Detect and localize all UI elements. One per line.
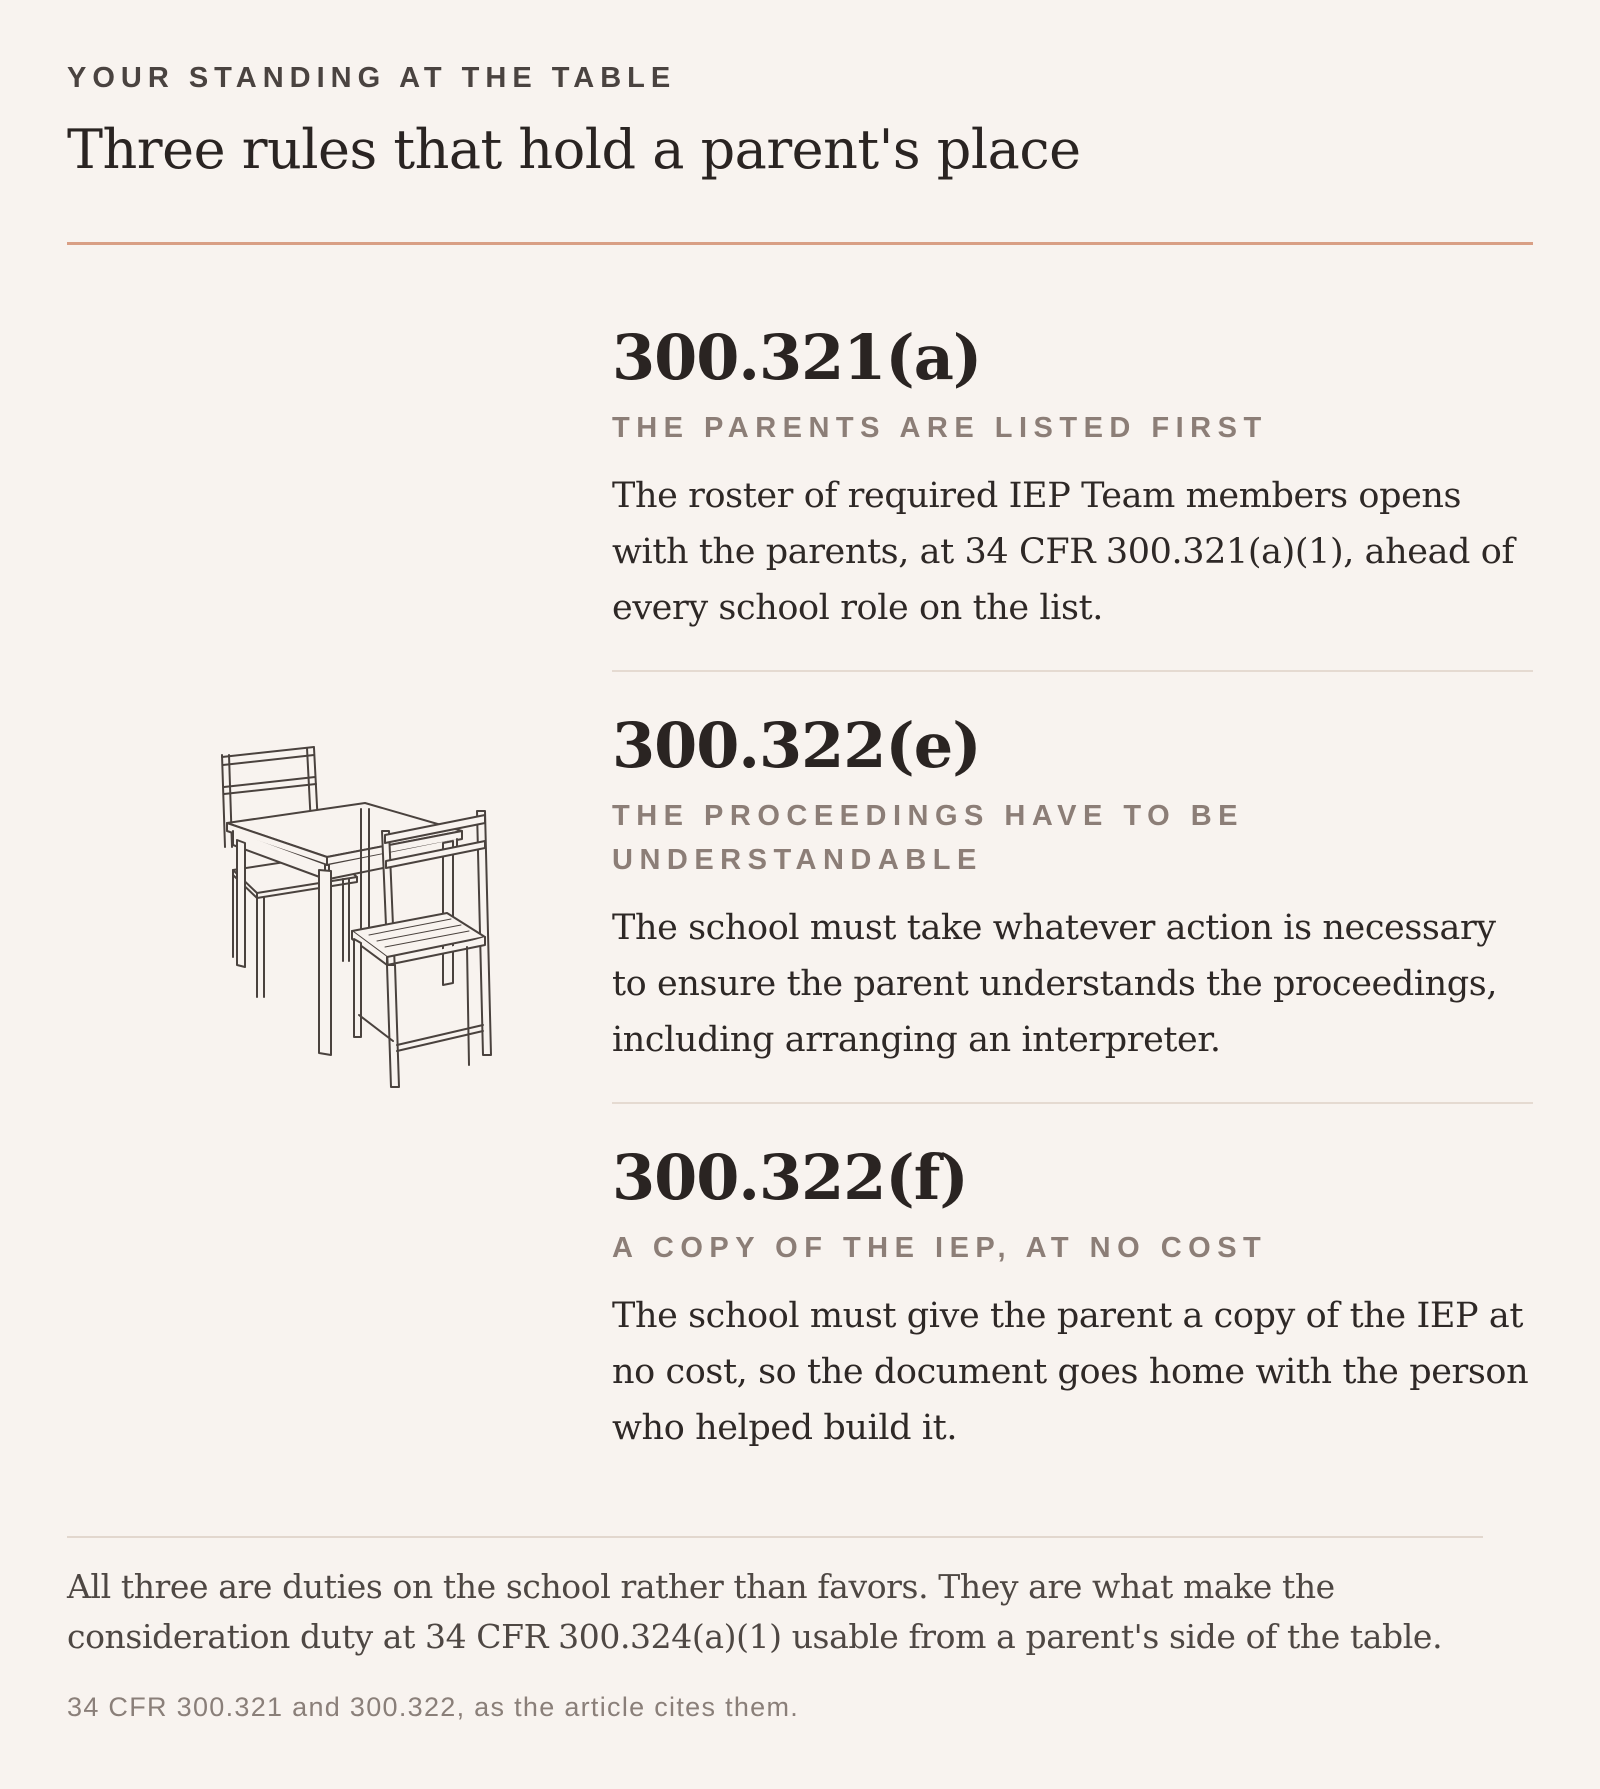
rules-list <box>612 320 1533 1490</box>
rule-code: 300.322(f) <box>612 1141 968 1214</box>
rule-body: The school must take whatever action is necessary to ensure the parent understands the proceedings, including arranging an interpreter. <box>612 908 1498 1060</box>
page-title: Three rules that hold a parent's place <box>67 118 1081 181</box>
table-and-chairs-icon <box>147 735 507 1095</box>
rule-heading: THE PROCEEDINGS HAVE TO BE UNDERSTANDABLE <box>612 800 1244 876</box>
source-citation: 34 CFR 300.321 and 300.322, as the article cites them. <box>67 1692 800 1722</box>
rule-heading: A COPY OF THE IEP, AT NO COST <box>612 1232 1268 1264</box>
accent-divider <box>67 242 1533 245</box>
rule-code: 300.321(a) <box>612 321 982 394</box>
footer-note: All three are duties on the school rather than favors. They are what make the consideration duty at 34 CFR 300.324(a)(1) usable from a parent's side of the table. <box>67 1567 1443 1656</box>
rule-item <box>612 320 1533 670</box>
rule-heading: THE PARENTS ARE LISTED FIRST <box>612 412 1268 444</box>
rule-item <box>612 670 1533 1102</box>
rule-body: The school must give the parent a copy of the IEP at no cost, so the document goes home with the person who helped build it. <box>612 1296 1529 1448</box>
rule-body: The roster of required IEP Team members opens with the parents, at 34 CFR 300.321(a)(1), ahead of every school role on the list. <box>612 476 1515 628</box>
footer-divider <box>67 1536 1483 1538</box>
rule-item <box>612 1102 1533 1490</box>
section-eyebrow: YOUR STANDING AT THE TABLE <box>67 62 677 94</box>
rule-code: 300.322(e) <box>612 709 981 782</box>
